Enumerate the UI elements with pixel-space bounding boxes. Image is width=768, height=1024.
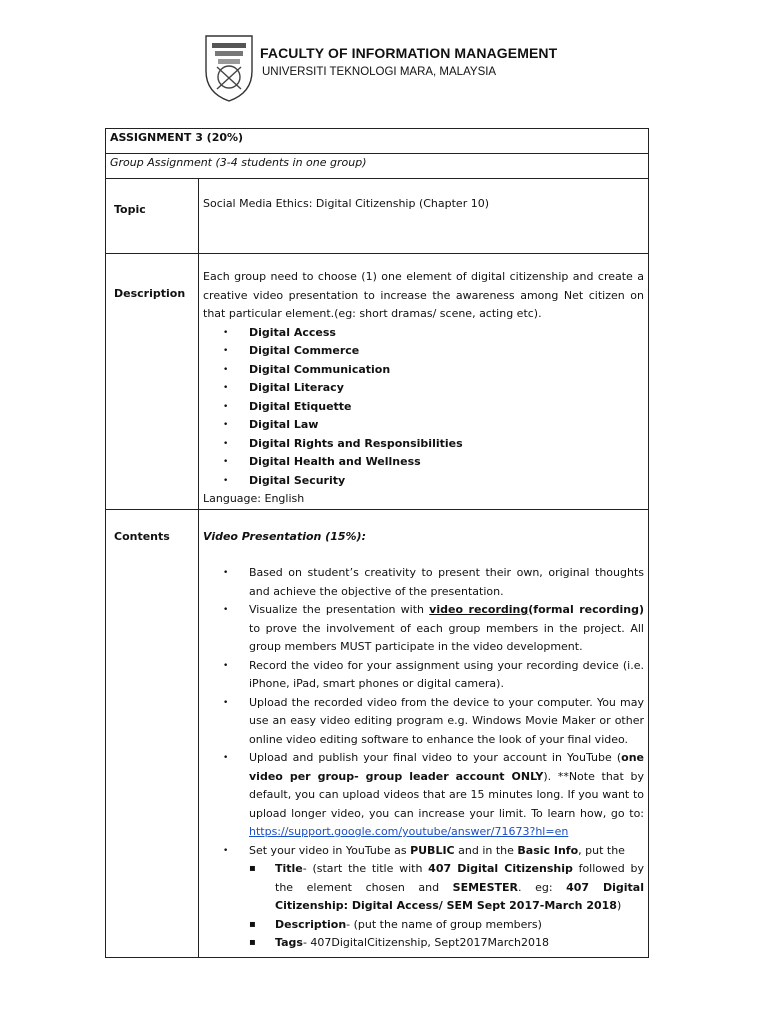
description-row xyxy=(106,254,649,510)
contents-list xyxy=(203,564,644,860)
topic-value: Social Media Ethics: Digital Citizenship (Chapter 10) xyxy=(199,179,649,254)
page-header xyxy=(200,28,620,108)
description-intro: Each group need to choose (1) one element of digital citizenship and create a creative video presentation to increase the awareness among Net citizen on that particular element.(eg: short dramas/ scene, acting etc). xyxy=(203,270,644,320)
digital-elements-list xyxy=(203,324,644,491)
list-item: • Visualize the presentation with video recording(formal recording) to prove the involvement of each group members in the project. All group members MUST participate in the video development. xyxy=(223,601,644,657)
list-item: ▪ Tags- 407DigitalCitizenship, Sept2017March2018 xyxy=(249,934,644,953)
list-item: • Digital Etiquette xyxy=(223,398,644,417)
list-item: • Digital Commerce xyxy=(223,342,644,361)
list-item: • Set your video in YouTube as PUBLIC and in the Basic Info, put the xyxy=(223,842,644,861)
list-item: • Upload the recorded video from the device to your computer. You may use an easy video editing program e.g. Windows Movie Maker or other online video editing software to enhance the look of your final video. xyxy=(223,694,644,750)
youtube-fields-list xyxy=(203,860,644,953)
list-item: • Digital Law xyxy=(223,416,644,435)
list-item: ▪ Title- (start the title with 407 Digital Citizenship followed by the element chosen and SEMESTER. eg: 407 Digital Citizenship: Digital Access/ SEM Sept 2017-March 2018) xyxy=(249,860,644,916)
list-item: • Digital Health and Wellness xyxy=(223,453,644,472)
list-item: • Digital Access xyxy=(223,324,644,343)
assignment-title-row xyxy=(106,129,649,154)
contents-heading: Video Presentation (15%): xyxy=(203,529,366,543)
assignment-title: ASSIGNMENT 3 (20%) xyxy=(110,131,244,144)
list-item: • Digital Security xyxy=(223,472,644,491)
contents-row xyxy=(106,509,649,957)
contents-label: Contents xyxy=(106,509,199,957)
faculty-title: FACULTY OF INFORMATION MANAGEMENT xyxy=(260,45,558,61)
uitm-crest-logo xyxy=(203,31,255,103)
list-item: • Digital Communication xyxy=(223,361,644,380)
description-label: Description xyxy=(106,254,199,510)
list-item: • Digital Literacy xyxy=(223,379,644,398)
list-item: ▪ Description- (put the name of group members) xyxy=(249,916,644,935)
assignment-table xyxy=(105,128,649,958)
list-item: • Upload and publish your final video to your account in YouTube (one video per group- group leader account ONLY). **Note that by default, you can upload videos that are 15 minutes long. If you want to upload longer video, you can increase your limit. To learn how, go to: https://support.google.com/youtube/answer/71673?hl=en xyxy=(223,749,644,842)
assignment-subtitle: Group Assignment (3-4 students in one group) xyxy=(110,156,367,169)
assignment-subtitle-row xyxy=(106,154,649,179)
topic-row xyxy=(106,179,649,254)
language-note: Language: English xyxy=(203,492,305,505)
list-item: • Record the video for your assignment using your recording device (i.e. iPhone, iPad, smart phones or digital camera). xyxy=(223,657,644,694)
youtube-help-link[interactable]: https://support.google.com/youtube/answer/71673?hl=en xyxy=(249,825,569,838)
list-item: • Based on student’s creativity to present their own, original thoughts and achieve the objective of the presentation. xyxy=(223,564,644,601)
topic-label: Topic xyxy=(106,179,199,254)
list-item: • Digital Rights and Responsibilities xyxy=(223,435,644,454)
university-name: UNIVERSITI TEKNOLOGI MARA, MALAYSIA xyxy=(262,66,497,78)
